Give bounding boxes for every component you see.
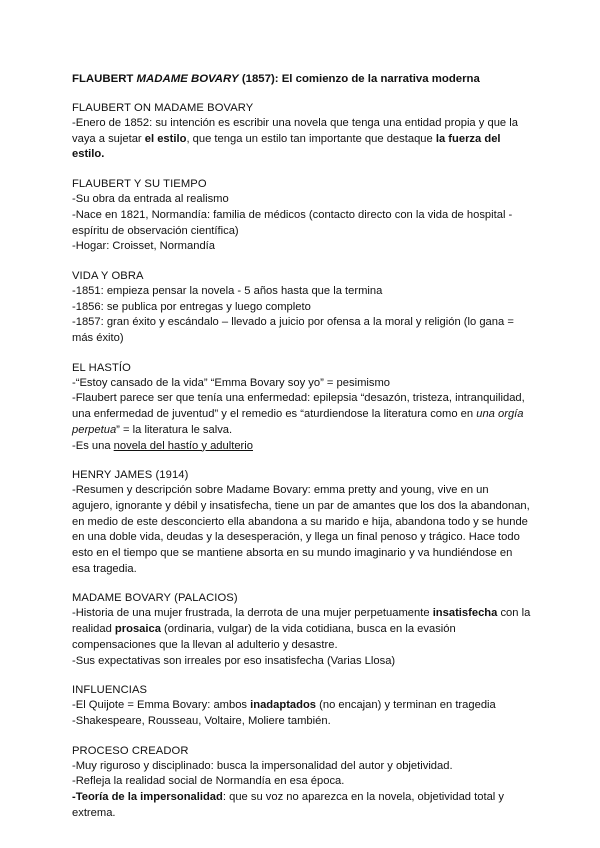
section-heading: INFLUENCIAS [72,684,148,697]
list-item: -Flaubert parece ser que tenía una enfermedad: epilepsia “desazón, tristeza, intranquilidad, una enfermedad de juventud” y el remedio es “aturdiendose la literatura como en una orgía perpetua” = la literatura le salva. [72,392,525,436]
list-item: -1851: empieza pensar la novela - 5 años hasta que la termina [72,284,383,297]
title-author: FLAUBERT [72,73,137,85]
section-heading: HENRY JAMES (1914) [72,469,189,482]
section-influencias [72,683,532,729]
section-henry-james [72,468,532,577]
section-heading: VIDA Y OBRA [72,269,144,282]
section-heading: PROCESO CREADOR [72,744,189,757]
section-madame-bovary-palacios [72,591,532,669]
list-item: -Su obra da entrada al realismo [72,193,229,206]
list-item: -Shakespeare, Rousseau, Voltaire, Moliere también. [72,714,331,727]
list-item: -1857: gran éxito y escándalo – llevado a juicio por ofensa a la moral y religión (lo gana = más éxito) [72,316,514,345]
document-page [72,72,532,836]
title-rest: (1857): El comienzo de la narrativa moderna [238,73,480,85]
list-item: -Muy riguroso y disciplinado: busca la impersonalidad del autor y objetividad. [72,759,453,772]
section-heading: FLAUBERT Y SU TIEMPO [72,178,207,191]
list-item: -1856: se publica por entregas y luego completo [72,300,311,313]
list-item: -El Quijote = Emma Bovary: ambos inadaptados (no encajan) y terminan en tragedia [72,699,496,712]
section-heading: MADAME BOVARY (PALACIOS) [72,592,238,605]
list-item: -“Estoy cansado de la vida” “Emma Bovary soy yo” = pesimismo [72,376,391,389]
title-work: MADAME BOVARY [136,73,239,85]
section-heading: FLAUBERT ON MADAME BOVARY [72,102,254,114]
list-item: -Sus expectativas son irreales por eso insatisfecha (Varias Llosa) [72,654,396,667]
section-flaubert-on-madame-bovary [72,101,532,163]
paragraph: -Enero de 1852: su intención es escribir una novela que tenga una entidad propia y que la vaya a sujetar el estilo, que tenga un estilo tan importante que destaque la fuerza del estilo. [72,117,518,161]
section-flaubert-y-su-tiempo [72,177,532,255]
list-item: -Resumen y descripción sobre Madame Bovary: emma pretty and young, vive en un agujero, ignorante y débil y insatisfecha, tiene un par de amantes que los dos la abandonan, en medio de este desconcierto ella abandona a su marido e hija, abandona todo y se hunde en una doble vida, deudas y la desesperación, y llega un final penoso y trágico. Hace todo esto en el tiempo que se mantiene absorta en su mundo imaginario y va hundiéndose en esa tragedia. [72,484,530,575]
list-item: -Es una novela del hastío y adulterio [72,439,253,452]
section-proceso-creador [72,744,532,822]
list-item: -Teoría de la impersonalidad: que su voz no aparezca en la novela, objetividad total y extrema. [72,791,504,819]
list-item: -Hogar: Croisset, Normandía [72,240,216,253]
section-heading: EL HASTÍO [72,361,131,374]
section-vida-y-obra [72,269,532,347]
list-item: -Nace en 1821, Normandía: familia de médicos (contacto directo con la vida de hospital - espíritu de observación científica) [72,208,513,237]
section-el-hastio [72,361,532,455]
list-item: -Refleja la realidad social de Normandía en esa época. [72,775,345,788]
list-item: -Historia de una mujer frustrada, la derrota de una mujer perpetuamente insatisfecha con la realidad prosaica (ordinaria, vulgar) de la vida cotidiana, busca en la evasión compensaciones que la llevan al adulterio y desastre. [72,607,531,651]
document-title [72,72,532,87]
